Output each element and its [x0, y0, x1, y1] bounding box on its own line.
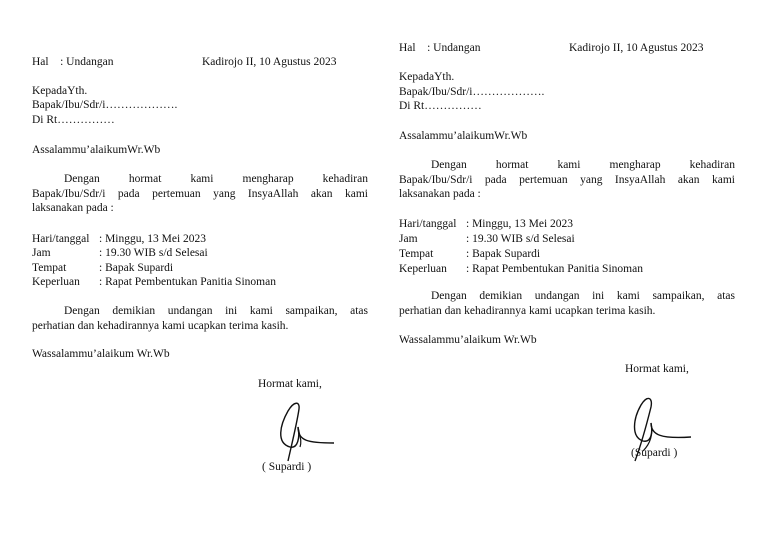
detail-value: : Rapat Pembentukan Panitia Sinoman — [466, 263, 643, 275]
paragraph-line: Bapak/Ibu/Sdr/i pada pertemuan yang InsyaAllah akan kami — [32, 187, 368, 200]
paragraph-line: laksanakan pada : — [399, 188, 481, 200]
greeting: Assalammu’alaikumWr.Wb — [399, 130, 528, 142]
detail-label: Tempat — [32, 262, 67, 274]
detail-row-purpose — [32, 275, 276, 289]
detail-row-date — [399, 217, 573, 231]
detail-value: : Minggu, 13 Mei 2023 — [99, 233, 207, 245]
detail-label: Jam — [32, 247, 51, 259]
detail-row-place — [399, 247, 540, 261]
detail-value: : Bapak Supardi — [466, 248, 541, 260]
closing-paragraph — [32, 304, 368, 333]
detail-row-place — [32, 261, 173, 275]
paragraph-line: Bapak/Ibu/Sdr/i pada pertemuan yang InsyaAllah akan kami — [399, 173, 735, 186]
detail-value: : Minggu, 13 Mei 2023 — [466, 218, 574, 230]
opening-paragraph — [32, 172, 368, 216]
paragraph-line: Dengan demikian undangan ini kami sampaikan, atas — [64, 305, 368, 317]
recipient-line-3: Di Rt…………… — [399, 100, 482, 112]
recipient-line-2: Bapak/Ibu/Sdr/i………………. — [399, 86, 545, 98]
closing-paragraph — [399, 289, 735, 318]
detail-value: : Rapat Pembentukan Panitia Sinoman — [99, 276, 276, 288]
closing-salutation: Wassalammu’alaikum Wr.Wb — [399, 334, 537, 346]
detail-label: Tempat — [399, 248, 434, 260]
paragraph-line: Dengan demikian undangan ini kami sampaikan, atas — [431, 290, 735, 302]
recipient-line-3: Di Rt…………… — [32, 114, 115, 126]
detail-value: : Bapak Supardi — [99, 262, 174, 274]
signer-name: ( Supardi ) — [262, 461, 312, 473]
signature-image — [264, 397, 344, 469]
subject-line: Hal : Undangan — [32, 56, 114, 68]
paragraph-line: perhatian dan kehadirannya kami ucapkan terima kasih. — [399, 304, 656, 317]
hormat-kami: Hormat kami, — [625, 363, 689, 375]
detail-row-time — [399, 232, 575, 246]
detail-label: Hari/tanggal — [32, 233, 90, 245]
closing-salutation: Wassalammu’alaikum Wr.Wb — [32, 348, 170, 360]
detail-label: Hari/tanggal — [399, 218, 457, 230]
paragraph-line: Dengan hormat kami mengharap kehadiran — [431, 159, 735, 171]
detail-label: Keperluan — [32, 276, 80, 288]
recipient-line-2: Bapak/Ibu/Sdr/i………………. — [32, 99, 178, 111]
detail-row-time — [32, 246, 208, 260]
opening-paragraph — [399, 158, 735, 202]
paragraph-line: laksanakan pada : — [32, 202, 114, 214]
detail-value: : 19.30 WIB s/d Selesai — [466, 233, 575, 245]
detail-value: : 19.30 WIB s/d Selesai — [99, 247, 208, 259]
place-date: Kadirojo II, 10 Agustus 2023 — [202, 56, 337, 68]
recipient-line-1: KepadaYth. — [32, 85, 88, 97]
paragraph-line: Dengan hormat kami mengharap kehadiran — [64, 173, 368, 185]
hormat-kami: Hormat kami, — [258, 378, 322, 390]
greeting: Assalammu’alaikumWr.Wb — [32, 144, 161, 156]
signer-name: (Supardi ) — [631, 447, 678, 459]
detail-label: Jam — [399, 233, 418, 245]
detail-row-date — [32, 232, 206, 246]
subject-line: Hal : Undangan — [399, 42, 481, 54]
paragraph-line: perhatian dan kehadirannya kami ucapkan terima kasih. — [32, 319, 289, 332]
detail-label: Keperluan — [399, 263, 447, 275]
place-date: Kadirojo II, 10 Agustus 2023 — [569, 42, 704, 54]
recipient-line-1: KepadaYth. — [399, 71, 455, 83]
detail-row-purpose — [399, 262, 643, 276]
